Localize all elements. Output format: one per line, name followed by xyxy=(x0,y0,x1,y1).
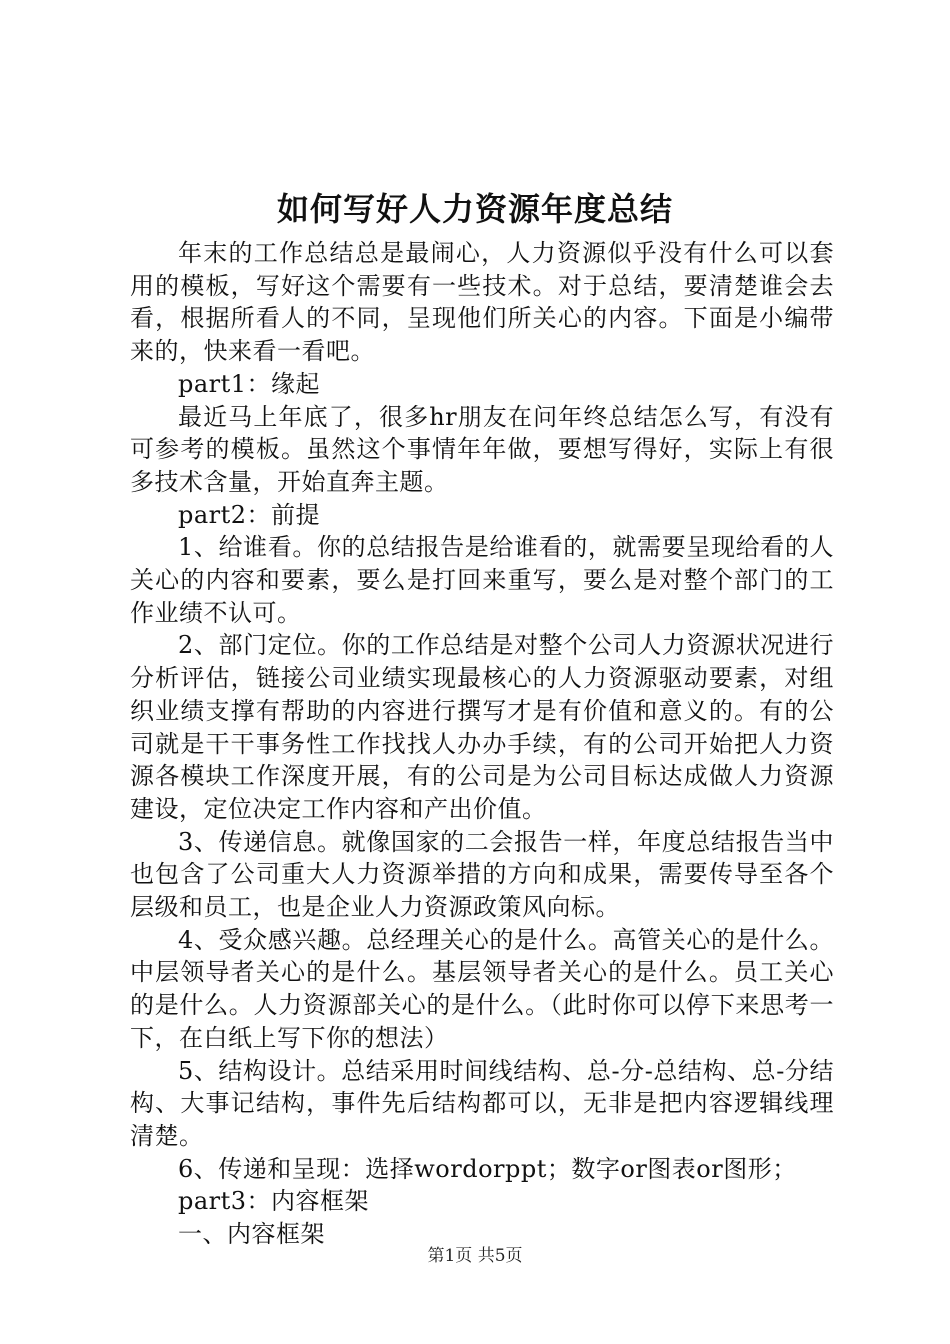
document-title: 如何写好人力资源年度总结 xyxy=(276,190,673,228)
heading-content-framework: 一、内容框架 xyxy=(178,1220,325,1249)
heading-part2: part2：前提 xyxy=(178,500,321,529)
paragraph-origin: 最近马上年底了，很多hr朋友在问年终总结怎么写，有没有可参考的模板。虽然这个事情年年做，要想写得好，实际上有很多技术含量，开始直奔主题。 xyxy=(130,402,834,496)
paragraph-intro: 年末的工作总结总是最闹心，人力资源似乎没有什么可以套用的模板，写好这个需要有一些技术。对于总结，要清楚谁会去看，根据所看人的不同，呈现他们所关心的内容。下面是小编带来的，快来看一看吧。 xyxy=(130,239,834,366)
page-footer: 第1页 共5页 xyxy=(427,1246,523,1266)
heading-part1: part1：缘起 xyxy=(178,369,321,398)
paragraph-point-2: 2、部门定位。你的工作总结是对整个公司人力资源状况进行分析评估，链接公司业绩实现最核心的人力资源驱动要素，对组织业绩支撑有帮助的内容进行撰写才是有价值和意义的。有的公司就是干干事务性工作找找人办办手续，有的公司开始把人力资源各模块工作深度开展，有的公司是为公司目标达成做人力资源建设，定位决定工作内容和产出价值。 xyxy=(130,631,834,823)
paragraph-point-5: 5、结构设计。总结采用时间线结构、总-分-总结构、总-分结构、大事记结构，事件先后结构都可以，无非是把内容逻辑线理清楚。 xyxy=(130,1056,834,1150)
heading-part3: part3：内容框架 xyxy=(178,1187,370,1216)
paragraph-point-1: 1、给谁看。你的总结报告是给谁看的，就需要呈现给看的人关心的内容和要素，要么是打回来重写，要么是对整个部门的工作业绩不认可。 xyxy=(130,533,834,627)
paragraph-point-6: 6、传递和呈现：选择wordorppt；数字or图表or图形； xyxy=(178,1154,797,1183)
paragraph-point-3: 3、传递信息。就像国家的二会报告一样，年度总结报告当中也包含了公司重大人力资源举措的方向和成果，需要传导至各个层级和员工，也是企业人力资源政策风向标。 xyxy=(130,827,834,922)
paragraph-point-4: 4、受众感兴趣。总经理关心的是什么。高管关心的是什么。中层领导者关心的是什么。基层领导者关心的是什么。员工关心的是什么。人力资源部关心的是什么。（此时你可以停下来思考一下，在白纸上写下你的想法） xyxy=(130,925,834,1052)
document-body xyxy=(130,237,834,1251)
